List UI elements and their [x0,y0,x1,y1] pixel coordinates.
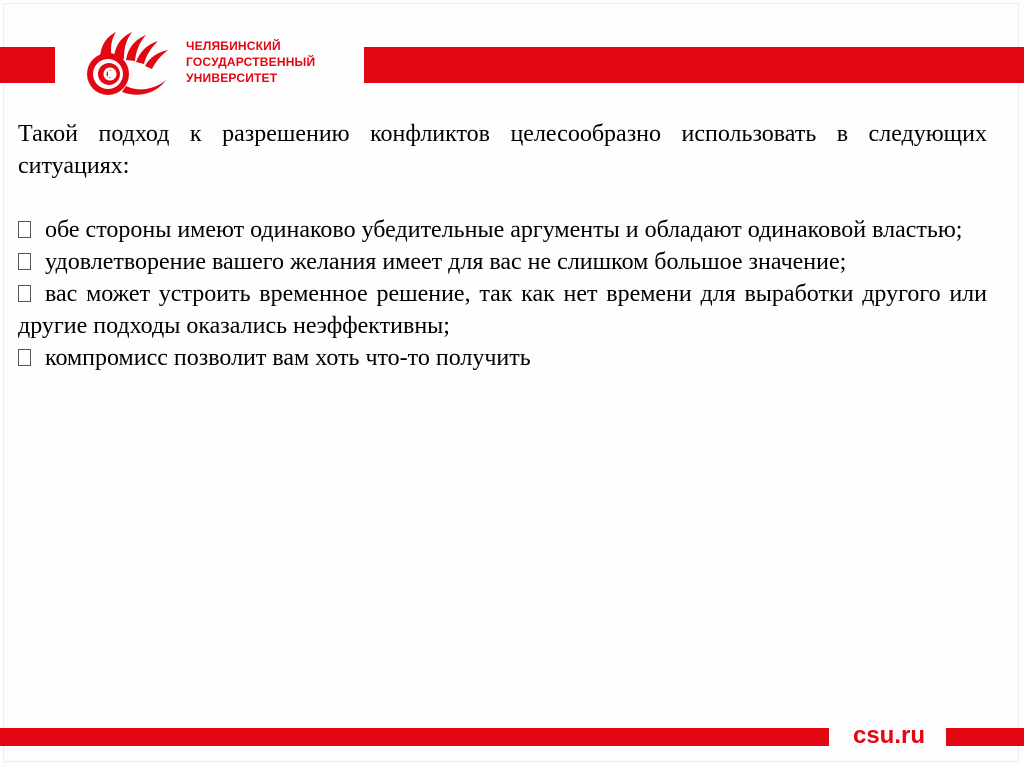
bullet-item [18,342,987,374]
empty-square-icon [18,221,31,238]
bullet-text: компромисс позволит вам хоть что-то получить [45,345,531,371]
empty-square-icon [18,349,31,366]
slide-frame [3,3,1019,762]
logo-line-1: ЧЕЛЯБИНСКИЙ [186,39,281,53]
university-logo-icon [78,30,178,100]
footer-bar-right [946,728,1024,746]
empty-square-icon [18,285,31,302]
header-bar-left [0,47,55,83]
logo-line-3: УНИВЕРСИТЕТ [186,71,278,85]
footer-bar-left [0,728,829,746]
empty-square-icon [18,253,31,270]
bullet-text: обе стороны имеют одинаково убедительные аргументы и обладают одинаковой властью; [45,217,963,243]
header-bar-right [364,47,1024,83]
bullet-item [18,246,987,278]
bullet-text: вас может устроить временное решение, так как нет времени для выработки другого или другие подходы оказались неэффективны; [18,281,987,339]
university-name [186,38,315,86]
bullet-item [18,278,987,342]
logo-line-2: ГОСУДАРСТВЕННЫЙ [186,55,316,69]
slide-body [18,118,987,374]
bullet-item [18,214,987,246]
intro-text: Такой подход к разрешению конфликтов целесообразно использовать в следующих ситуациях: [18,121,987,179]
site-link[interactable]: csu.ru [852,722,926,749]
bullet-text: удовлетворение вашего желания имеет для вас не слишком большое значение; [45,249,847,275]
